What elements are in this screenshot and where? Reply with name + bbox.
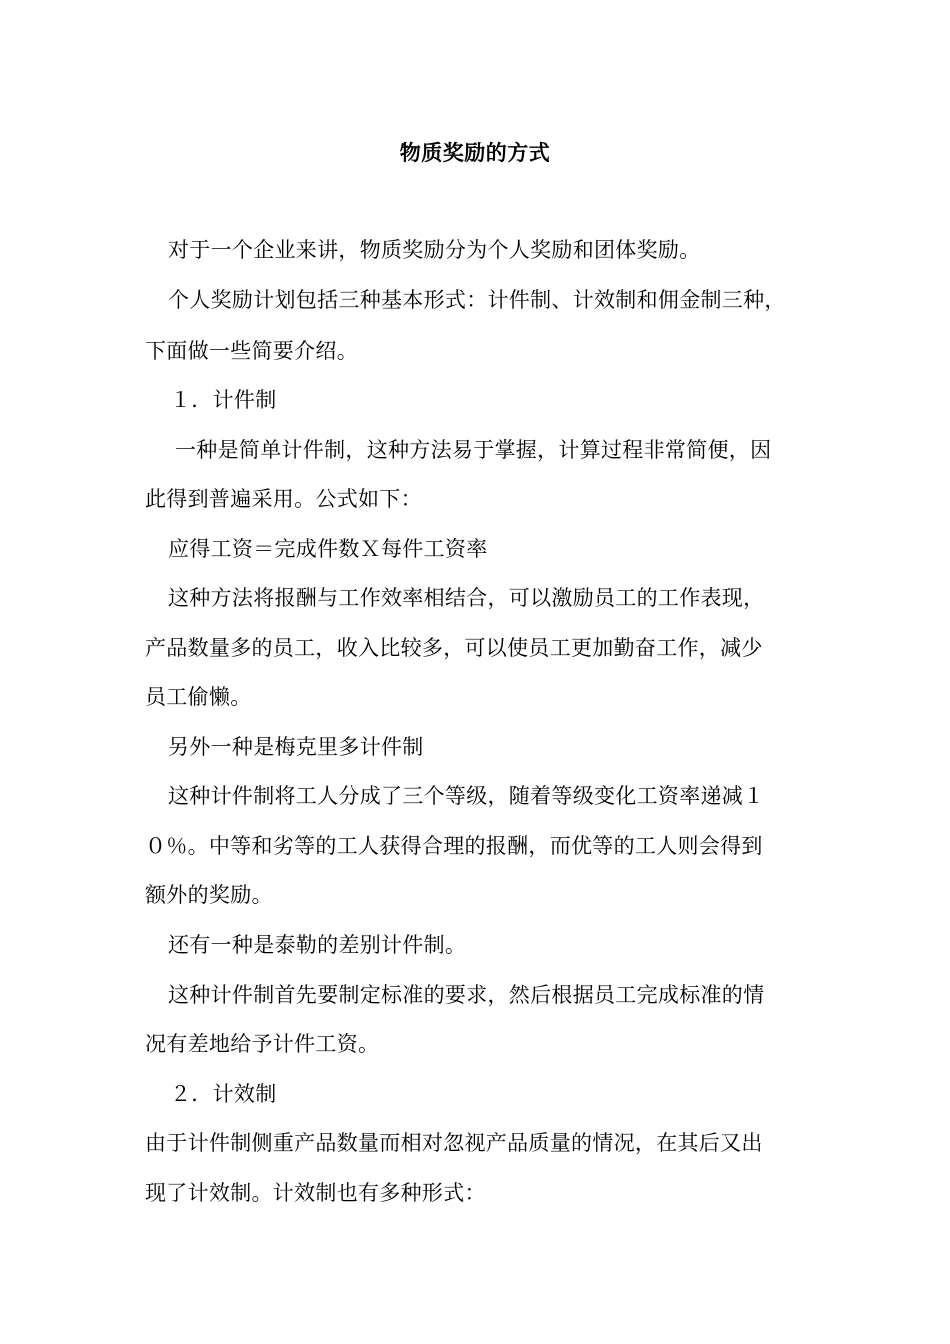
paragraph-line: ０％。中等和劣等的工人获得合理的报酬，而优等的工人则会得到 [145,834,763,858]
paragraph-line: 由于计件制侧重产品数量而相对忽视产品质量的情况，在其后又出 [145,1131,763,1155]
paragraph-line: 员工偷懒。 [145,685,252,709]
paragraph-line: 个人奖励计划包括三种基本形式：计件制、计效制和佣金制三种， [168,288,786,312]
section-heading: １．计件制 [170,388,277,412]
paragraph-line: 这种计件制首先要制定标准的要求，然后根据员工完成标准的情 [168,983,765,1007]
paragraph-line: 下面做一些简要介绍。 [145,339,358,363]
paragraph-line: 还有一种是泰勒的差别计件制。 [168,933,467,957]
paragraph-line: 一种是简单计件制，这种方法易于掌握，计算过程非常简便，因 [175,438,772,462]
paragraph-line: 产品数量多的员工，收入比较多，可以使员工更加勤奋工作，减少 [145,636,763,660]
paragraph-line: 此得到普遍采用。公式如下： [145,487,422,511]
formula-line: 应得工资＝完成件数Ｘ每件工资率 [168,537,488,561]
paragraph-line: 这种计件制将工人分成了三个等级，随着等级变化工资率递减１ [168,784,765,808]
paragraph-line: 这种方法将报酬与工作效率相结合，可以激励员工的工作表现， [168,586,765,610]
section-heading: ２．计效制 [170,1082,277,1106]
paragraph-line: 额外的奖励。 [145,883,273,907]
paragraph-line: 对于一个企业来讲，物质奖励分为个人奖励和团体奖励。 [168,238,701,262]
paragraph-line: 现了计效制。计效制也有多种形式： [145,1181,486,1205]
page-title: 物质奖励的方式 [399,141,551,165]
paragraph-line: 另外一种是梅克里多计件制 [168,735,424,759]
paragraph-line: 况有差地给予计件工资。 [145,1032,380,1056]
